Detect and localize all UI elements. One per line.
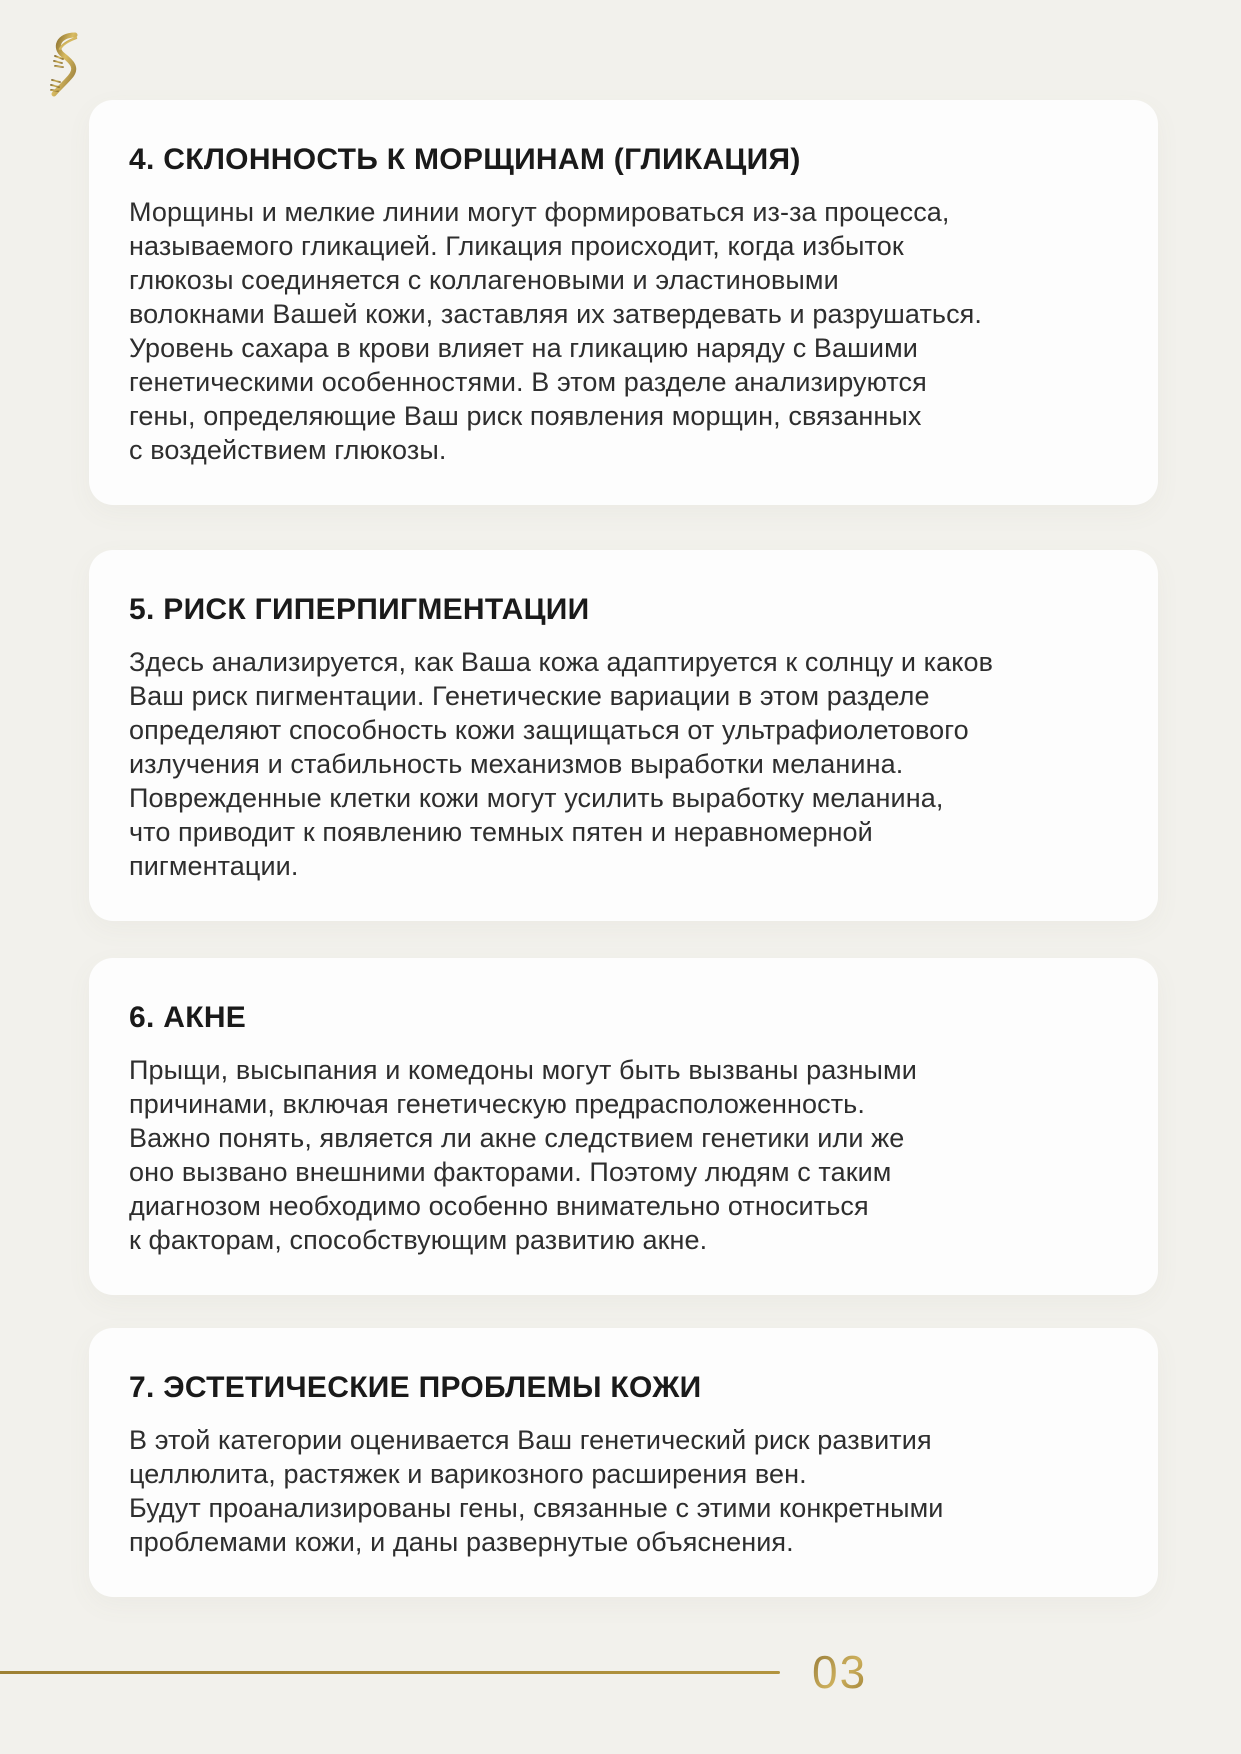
- section-body: Здесь анализируется, как Ваша кожа адаптируется к солнцу и каков Ваш риск пигментации. Генетические вариации в этом разделе определяют способность кожи защищаться от ультрафиолетового излучения и стабильность механизмов выработки меланина. Поврежденные клетки кожи могут усилить выработку меланина, что приводит к появлению темных пятен и неравномерной пигментации.: [129, 647, 994, 881]
- section-card-wrinkles-glycation: [89, 100, 1158, 505]
- section-body: В этой категории оценивается Ваш генетический риск развития целлюлита, растяжек и варикозного расширения вен. Будут проанализированы гены, связанные с этими конкретными проблемами кожи, и даны развернутые объяснения.: [129, 1425, 944, 1557]
- section-body: Морщины и мелкие линии могут формироваться из-за процесса, называемого гликацией. Гликация происходит, когда избыток глюкозы соединяется с коллагеновыми и эластиновыми волокнами Вашей кожи, заставляя их затвердевать и разрушаться. Уровень сахара в крови влияет на гликацию наряду с Вашими генетическими особенностями. В этом разделе анализируются гены, определяющие Ваш риск появления морщин, связанных с воздействием глюкозы.: [129, 197, 982, 465]
- section-heading: 5. РИСК ГИПЕРПИГМЕНТАЦИИ: [129, 593, 590, 626]
- section-card-hyperpigmentation-risk: [89, 550, 1158, 921]
- section-heading: 6. АКНЕ: [129, 1001, 247, 1034]
- dna-helix-icon: [48, 32, 84, 98]
- section-card-acne: [89, 958, 1158, 1295]
- section-heading: 7. ЭСТЕТИЧЕСКИЕ ПРОБЛЕМЫ КОЖИ: [129, 1371, 702, 1404]
- page-number: 03: [812, 1646, 868, 1698]
- footer-divider: [0, 1671, 780, 1674]
- section-body: Прыщи, высыпания и комедоны могут быть вызваны разными причинами, включая генетическую предрасположенность. Важно понять, является ли акне следствием генетики или же оно вызвано внешними факторами. Поэтому людям с таким диагнозом необходимо особенно внимательно относиться к факторам, способствующим развитию акне.: [129, 1055, 917, 1255]
- section-heading: 4. СКЛОННОСТЬ К МОРЩИНАМ (ГЛИКАЦИЯ): [129, 143, 801, 176]
- section-card-aesthetic-skin-problems: [89, 1328, 1158, 1597]
